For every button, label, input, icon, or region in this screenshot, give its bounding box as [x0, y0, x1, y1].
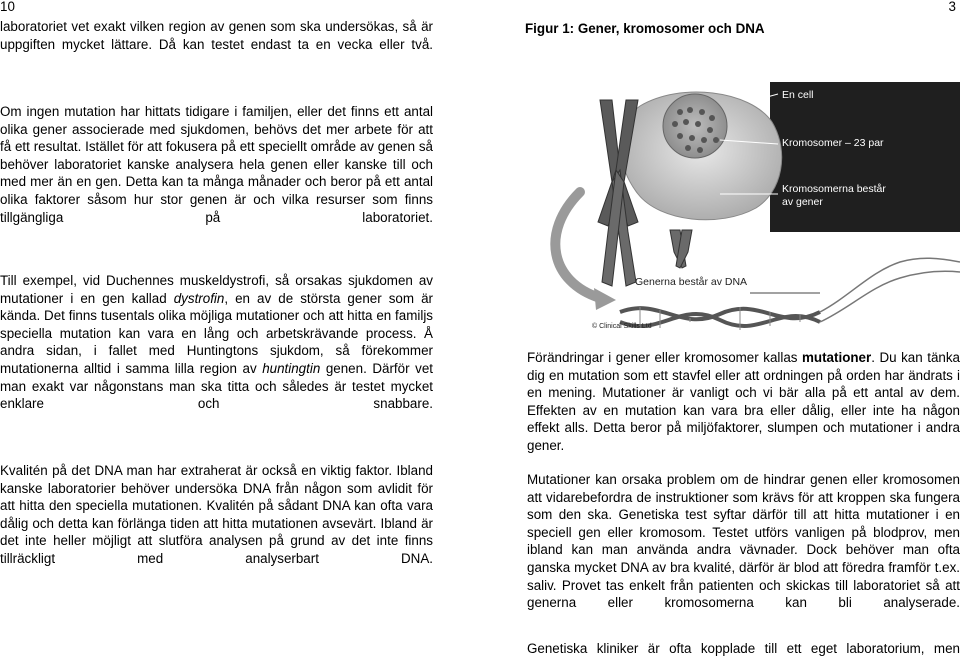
- label-chromosomes: Kromosomer – 23 par: [782, 137, 884, 149]
- chromosome-shape: [598, 100, 638, 286]
- dna-tail-a: [820, 258, 960, 312]
- gene-name-dystrofin: dystrofin: [173, 290, 225, 306]
- dna-tail-b: [820, 271, 960, 322]
- label-cell: En cell: [782, 89, 814, 101]
- label-made-of-genes-1: Kromosomerna består: [782, 183, 886, 195]
- gene-name-huntingtin: huntingtin: [262, 360, 321, 376]
- page-number-left: 10: [0, 0, 15, 14]
- page-number-right: 3: [948, 0, 956, 14]
- figure-caption: Figur 1: Gener, kromosomer och DNA: [525, 21, 765, 36]
- zoom-arrow: [555, 192, 600, 298]
- left-paragraph-1: laboratoriet vet exakt vilken region av genen som ska undersökas, så är uppgiften mycket lättare. Då kan testet endast ta en vecka eller två.: [0, 19, 433, 52]
- left-paragraph-2: Om ingen mutation har hittats tidigare i familjen, eller det finns ett antal olika gener associerade med sjukdomen, behövs det mer arbete för att få ett resultat. Istället för att fokusera på ett speciellt område av genen så behöver laboratoriet kanske analysera hela genen eller kanske till och med mer än en gen. Detta kan ta många månader och beror på ett antal olika faktorer såsom hur stor genen är och vilka resurser som finns tillgängliga på laboratoriet.: [0, 104, 433, 225]
- term-mutationer: mutationer: [802, 350, 872, 365]
- small-chromosome-shape: [670, 230, 692, 268]
- left-paragraph-4: Kvalitén på det DNA man har extraherat är också en viktig faktor. Ibland kanske laboratorier behöver undersöka DNA från någon som avlidit för att hitta den speciella mutationen. Kvalitén på sådant DNA kan ofta vara dålig och detta kan förlänga tiden att hitta mutationen avsevärt. Ibland är det inte heller möjligt att slutföra analysen på grund av det inte finns tillräckligt med analyserbart DNA.: [0, 463, 433, 566]
- figure-dark-panel: [770, 82, 960, 232]
- figure-credit: © Clinical Skills Ltd: [592, 323, 652, 330]
- genes-chromosomes-dna-figure: [520, 82, 960, 342]
- right-paragraph-1: Förändringar i gener eller kromosomer kallas mutationer. Du kan tänka dig en mutation som ett stavfel eller att ordningen på orden har ändrats i en mening. Mutationer är vanligt och vi bär alla på ett antal av dem. Effekten av en mutation kan vara bra eller dålig, eller inte ha någon effekt alls. Detta beror på miljöfaktorer, slumpen och mutationer i andra gener.: [527, 350, 960, 453]
- label-genes-dna: Generna består av DNA: [635, 276, 748, 288]
- right-paragraph-3: Genetiska kliniker är ofta kopplade till ett eget laboratorium, men: [527, 641, 960, 656]
- right-paragraph-2: Mutationer kan orsaka problem om de hindrar genen eller kromosomen att vidarebefordra de instruktioner som krävs för att kroppen ska fungera som den ska. Genetiska test syftar därför till att hitta mutationer i en speciell gen eller kromosom. Testet utförs vanligen på blodprov, men ibland kan man använda andra vävnader. Dock behöver man ofta ganska mycket DNA av bra kvalité, därför är blod att föredra framför t.ex. saliv. Provet tas enkelt från patienten och skickas till laboratoriet så att generna eller kromosomerna kan bli analyserade.: [527, 472, 960, 611]
- cell-nucleus: [663, 94, 727, 158]
- label-made-of-genes-2: av gener: [782, 196, 823, 208]
- left-paragraph-3: Till exempel, vid Duchennes muskeldystrofi, så orsakas sjukdomen av mutationer i en gen kallad dystrofin, en av de största gener som är kända. Det finns tusentals olika möjliga mutationer och att hitta en familjs speciella mutation kan vara en lång och arbetskrävande process. Å andra sidan, i fallet med Huntingtons sjukdom, så förekommer mutationerna alltid i samma lilla region av huntingtin genen. Därför vet man exakt var någonstans man ska titta och således är testet mycket enklare och snabbare.: [0, 273, 433, 412]
